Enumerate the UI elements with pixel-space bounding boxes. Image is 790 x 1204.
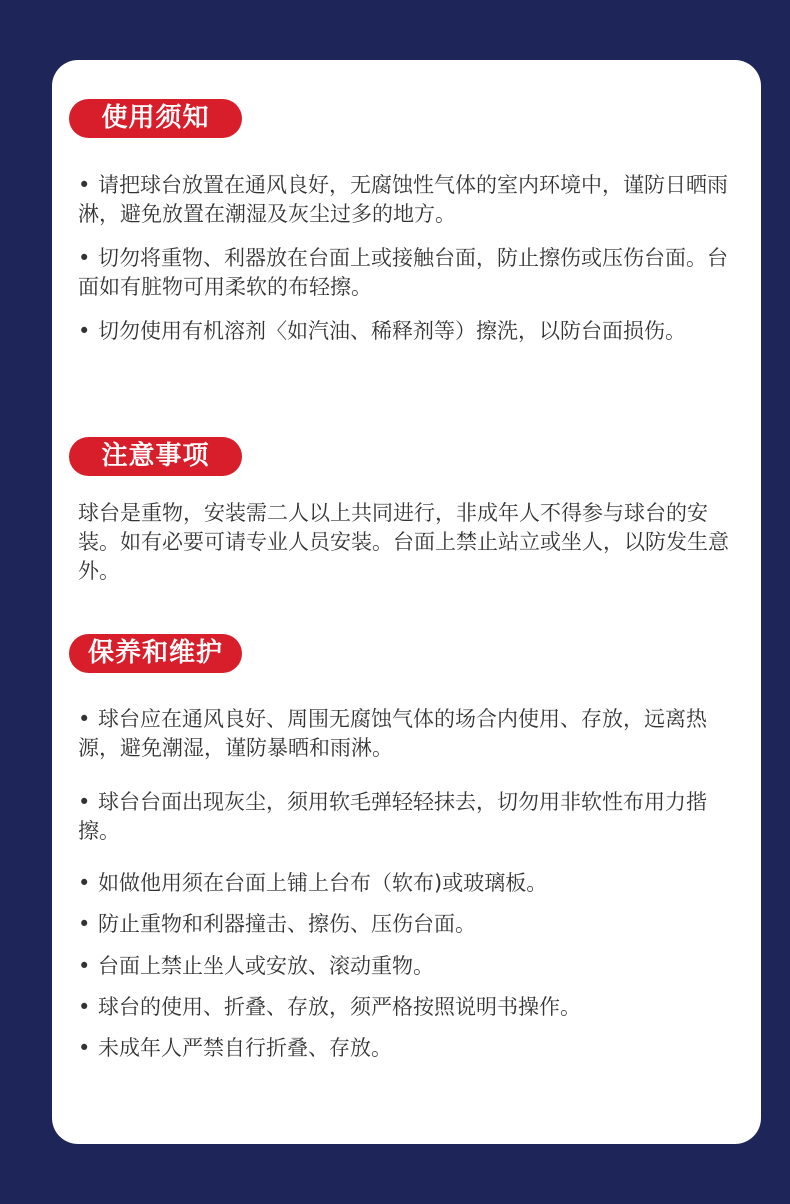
section-title-usage-notes: 使用须知 [69,99,242,138]
bullet: • [78,954,91,978]
list-item: • 请把球台放置在通风良好，无腐蚀性气体的室内环境中，谨防日晒雨淋，避免放置在潮湿及灰尘过多的地方。 [78,173,728,226]
list-item: • 未成年人严禁自行折叠、存放。 [78,1034,730,1063]
bullet: • [78,871,91,895]
list-item: • 如做他用须在台面上铺上台布（软布)或玻璃板。 [78,869,730,898]
bullet: • [78,995,91,1019]
bullet: • [78,790,91,814]
bullet: • [78,319,91,343]
list-item: • 台面上禁止坐人或安放、滚动重物。 [78,952,730,981]
list-item: • 切勿使用有机溶剂〈如汽油、稀释剂等）擦洗，以防台面损伤。 [78,317,730,346]
bullet: • [78,912,91,936]
section-title-precautions: 注意事项 [69,437,242,476]
list-item: • 球台的使用、折叠、存放，须严格按照说明书操作。 [78,993,730,1022]
bullet: • [78,173,91,197]
section-title-maintenance: 保养和维护 [69,634,242,673]
bullet: • [78,1036,91,1060]
list-item: • 球台台面出现灰尘，须用软毛弹轻轻抹去，切勿用非软性布用力揩擦。 [78,790,707,843]
bullet: • [78,707,91,731]
paragraph-precautions: 球台是重物，安装需二人以上共同进行，非成年人不得参与球台的安装。如有必要可请专业人员安装。台面上禁止站立或坐人，以防发生意外。 [78,501,729,583]
bullet: • [78,246,91,270]
list-item: • 防止重物和利器撞击、擦伤、压伤台面。 [78,910,730,939]
list-item: • 切勿将重物、利器放在台面上或接触台面，防止擦伤或压伤台面。台面如有脏物可用柔软的布轻擦。 [78,246,728,299]
list-item: • 球台应在通风良好、周围无腐蚀气体的场合内使用、存放，远离热源，避免潮湿，谨防暴晒和雨淋。 [78,707,707,760]
